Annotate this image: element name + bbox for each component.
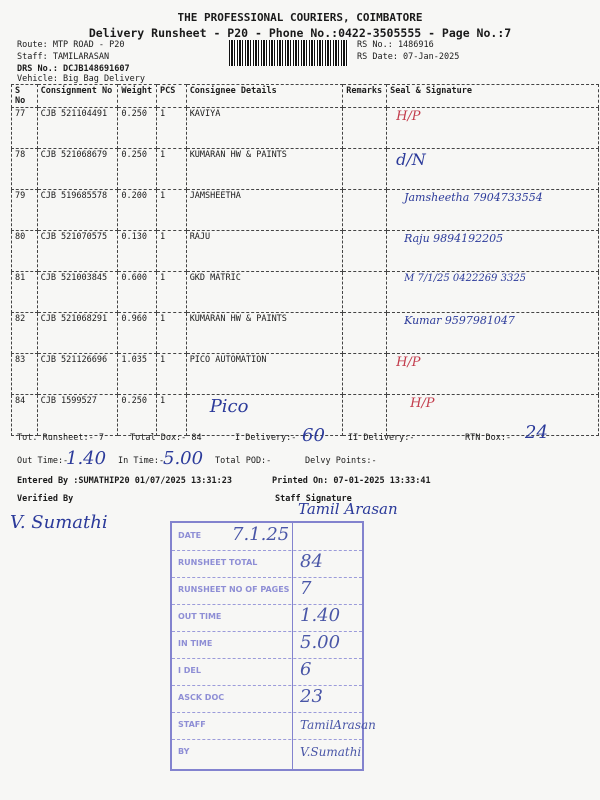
cell-consignee: GKD MATRIC	[186, 272, 343, 313]
cell-signature	[387, 108, 599, 149]
cell-pcs: 1	[157, 354, 187, 395]
cell-signature	[387, 231, 599, 272]
cell-weight: 0.250	[118, 108, 157, 149]
cell-consignment: CJB 521068679	[37, 149, 118, 190]
cell-sno: 84	[12, 395, 38, 436]
cell-consignment: CJB 1599527	[37, 395, 118, 436]
verified-by-label: Verified By	[17, 494, 74, 504]
stamp-value: 7	[300, 578, 312, 599]
stamp-value: 5.00	[300, 632, 341, 653]
cell-consignee: KAVIYA	[186, 108, 343, 149]
stamp-value: 1.40	[300, 605, 341, 626]
rtn-dox-label: RTN Dox:-	[465, 433, 512, 443]
out-time-value: 1.40	[66, 448, 107, 469]
in-time-value: 5.00	[163, 448, 204, 469]
cell-consignee: KUMARAN HW & PAINTS	[186, 313, 343, 354]
signature-text: Jamsheetha 7904733554	[404, 191, 543, 204]
signature-text: Raju 9894192205	[404, 232, 504, 245]
total-pod-label: Total POD:-	[215, 456, 272, 466]
i-delivery-value: 60	[302, 425, 325, 446]
runsheet-subtitle: Delivery Runsheet - P20 - Phone No.:0422-3505555 - Page No.:7	[88, 26, 512, 40]
stamp-value: TamilArasan	[300, 718, 376, 732]
stamp-row	[172, 604, 362, 632]
entered-by: Entered By :SUMATHIP20 01/07/2025 13:31:23	[17, 476, 232, 486]
table-row	[12, 231, 599, 272]
signature-text: H/P	[396, 355, 421, 370]
stamp-label: RUNSHEET TOTAL	[178, 558, 258, 567]
stamp-row	[172, 631, 362, 659]
cell-sno: 78	[12, 149, 38, 190]
cell-remarks	[343, 272, 387, 313]
cell-weight: 0.200	[118, 190, 157, 231]
cell-signature	[387, 190, 599, 231]
cell-weight: 1.035	[118, 354, 157, 395]
cell-consignment: CJB 521070575	[37, 231, 118, 272]
staff-signature-label: Staff Signature	[275, 494, 352, 504]
delvy-points-label: Delvy Points:-	[305, 456, 377, 466]
stamp-row	[172, 577, 362, 605]
cell-remarks	[343, 108, 387, 149]
cell-signature	[387, 395, 599, 436]
cell-consignment: CJB 521003845	[37, 272, 118, 313]
cell-remarks	[343, 149, 387, 190]
route-label: Route: MTP ROAD - P20	[17, 40, 125, 50]
cell-consignment: CJB 521068291	[37, 313, 118, 354]
company-title: THE PROFESSIONAL COURIERS, COIMBATORE	[177, 11, 423, 24]
cell-pcs: 1	[157, 231, 187, 272]
signature-text: H/P	[410, 396, 435, 411]
cell-consignment: CJB 521104491	[37, 108, 118, 149]
cell-sno: 80	[12, 231, 38, 272]
total-dox: Total Dox:- 84	[130, 433, 202, 443]
stamp-label: STAFF	[178, 720, 206, 729]
stamp-value: 84	[300, 551, 323, 572]
cell-sno: 77	[12, 108, 38, 149]
out-time-label: Out Time:-	[17, 456, 69, 466]
table-row	[12, 313, 599, 354]
stamp-label: ASCK DOC	[178, 693, 225, 702]
cell-consignee: RAJU	[186, 231, 343, 272]
cell-remarks	[343, 190, 387, 231]
cell-remarks	[343, 395, 387, 436]
table-row	[12, 354, 599, 395]
signature-text: M 7/1/25 0422269 3325	[404, 273, 527, 284]
col-pcs: PCS	[157, 85, 187, 108]
cell-remarks	[343, 231, 387, 272]
cell-weight: 0.130	[118, 231, 157, 272]
col-consignee: Consignee Details	[186, 85, 343, 108]
cell-sno: 79	[12, 190, 38, 231]
cell-pcs: 1	[157, 395, 187, 436]
delivery-stamp	[170, 521, 376, 771]
col-sno: S No	[12, 85, 38, 108]
cell-sno: 82	[12, 313, 38, 354]
cell-weight: 0.250	[118, 149, 157, 190]
cell-sno: 83	[12, 354, 38, 395]
cell-pcs: 1	[157, 108, 187, 149]
stamp-label: OUT TIME	[178, 612, 222, 621]
in-time-label: In Time:-	[118, 456, 165, 466]
stamp-label: RUNSHEET NO OF PAGES	[178, 585, 290, 594]
stamp-value: V.Sumathi	[300, 745, 362, 759]
cell-consignee: JAMSHEETHA	[186, 190, 343, 231]
consignee-handwritten: Pico	[209, 396, 249, 417]
cell-consignment: CJB 521126696	[37, 354, 118, 395]
stamp-row	[172, 685, 362, 713]
stamp-row	[172, 712, 376, 740]
signature-text: Kumar 9597981047	[404, 314, 515, 327]
cell-signature	[387, 272, 599, 313]
cell-consignee: KUMARAN HW & PAINTS	[186, 149, 343, 190]
table-row	[12, 272, 599, 313]
ii-delivery-label: II Delivery:-	[348, 433, 415, 443]
table-row	[12, 190, 599, 231]
stamp-label: IN TIME	[178, 639, 213, 648]
stamp-row	[172, 739, 362, 766]
stamp-row	[172, 550, 362, 578]
i-delivery-label: I Delivery:-	[235, 433, 297, 443]
col-remarks: Remarks	[343, 85, 387, 108]
stamp-label: BY	[178, 747, 190, 756]
stamp-row	[172, 658, 362, 686]
table-row	[12, 149, 599, 190]
cell-pcs: 1	[157, 272, 187, 313]
cell-remarks	[343, 354, 387, 395]
cell-sno: 81	[12, 272, 38, 313]
stamp-value: 6	[300, 659, 312, 680]
signature-text: H/P	[396, 109, 421, 124]
signature-text: d/N	[396, 150, 426, 169]
stamp-label: DATE	[178, 531, 202, 540]
tot-runsheet: Tot. Runsheet:- 7	[17, 433, 104, 443]
cell-weight: 0.960	[118, 313, 157, 354]
cell-consignee: PICO AUTOMATION	[186, 354, 343, 395]
rs-date: RS Date: 07-Jan-2025	[357, 52, 460, 62]
col-seal-signature: Seal & Signature	[387, 85, 599, 108]
staff-signature-handwritten: Tamil Arasan	[298, 500, 398, 518]
cell-weight: 0.250	[118, 395, 157, 436]
runsheet-table	[11, 84, 599, 436]
stamp-value: 23	[300, 686, 323, 707]
cell-consignment: CJB 519685578	[37, 190, 118, 231]
cell-pcs: 1	[157, 313, 187, 354]
table-header-row	[12, 85, 599, 108]
rtn-dox-value: 24	[525, 422, 548, 443]
cell-signature	[387, 354, 599, 395]
vehicle-label: Vehicle: Big Bag Delivery	[17, 74, 145, 84]
cell-signature	[387, 149, 599, 190]
cell-signature	[387, 313, 599, 354]
col-consignment: Consignment No	[37, 85, 118, 108]
staff-label: Staff: TAMILARASAN	[17, 52, 110, 62]
cell-pcs: 1	[157, 149, 187, 190]
printed-on: Printed On: 07-01-2025 13:33:41	[272, 476, 431, 486]
barcode	[229, 40, 349, 66]
table-row	[12, 108, 599, 149]
stamp-label: I DEL	[178, 666, 201, 675]
cell-pcs: 1	[157, 190, 187, 231]
drs-label: DRS No.: DCJB148691607	[17, 64, 130, 74]
col-weight: Weight	[118, 85, 157, 108]
verified-signature-handwritten: V. Sumathi	[10, 512, 108, 533]
cell-remarks	[343, 313, 387, 354]
stamp-row	[172, 523, 362, 551]
cell-weight: 0.600	[118, 272, 157, 313]
rs-no: RS No.: 1486916	[357, 40, 434, 50]
stamp-value: 7.1.25	[232, 524, 290, 545]
